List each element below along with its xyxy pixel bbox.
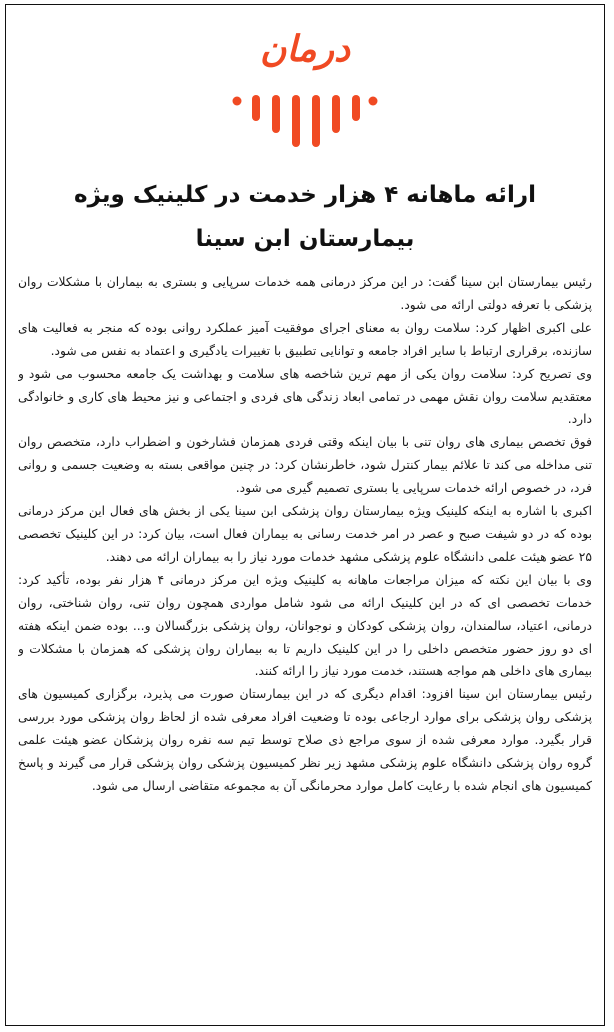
article-paragraph: رئیس بیمارستان ابن سینا افزود: اقدام دیگری که در این بیمارستان صورت می پذیرد، برگزاری کمیسیون های پزشکی روان پزشکی برای موارد ارجاعی بوده تا وضعیت افراد معرفی شده از لحاظ روان پزشکی مورد بررسی قرار بگیرد. موارد معرفی شده از سوی مراجع ذی صلاح توسط تیم سه نفره روان پزشکان عضو هیئت علمی گروه روان پزشکی دانشگاه علوم پزشکی مشهد زیر نظر کمیسیون پزشکی روان پزشکی قرار می گیرند و پاسخ کمیسیون های انجام شده با رعایت کامل موارد محرمانگی آن به مجموعه متقاضی ارسال می شود. [18, 687, 592, 793]
article-title [26, 173, 584, 261]
waveform-logo [6, 91, 604, 155]
article-body [18, 271, 592, 1015]
article-paragraph: اکبری با اشاره به اینکه کلینیک ویژه بیمارستان روان پزشکی ابن سینا یکی از بخش های فعال این مرکز درمانی بوده که در دو شیفت صبح و عصر در امر خدمت رسانی به بیماران فعال است، بیان کرد: در این کلینیک تخصصی ۲۵ عضو هیئت علمی دانشگاه علوم پزشکی مشهد خدمات مورد نیاز را به بیماران ارائه می دهند. [18, 504, 592, 564]
article-paragraph: وی تصریح کرد: سلامت روان یکی از مهم ترین شاخصه های سلامت و بهداشت یک جامعه محسوب می شود و معتقدیم سلامت روان نقش مهمی در تمامی ابعاد زندگی های فردی و اجتماعی و نیز محیط های کاری و خانوادگی دارد. [18, 366, 592, 427]
article-frame [5, 4, 605, 1026]
article-title-line-2: بیمارستان ابن سینا [195, 226, 415, 252]
article-paragraph: رئیس بیمارستان ابن سینا گفت: در این مرکز درمانی همه خدمات سرپایی و بستری به بیماران با مشکلات روان پزشکی با تعرفه دولتی ارائه می شود. [18, 275, 592, 312]
section-label: درمان [259, 29, 351, 70]
article-paragraph: وی با بیان این نکته که میزان مراجعات ماهانه به کلینیک ویژه این مرکز درمانی ۴ هزار نفر بوده، تأکید کرد: خدمات تخصصی ای که در این کلینیک ارائه می شود شامل مواردی همچون روان تنی، روان شناختی، روان درمانی، اعتیاد، سالمندان، روان پزشکی کودکان و نوجوانان، روان پزشکی بزرگسالان و... بوده ضمن اینکه هفته ای دو روز حضور متخصص داخلی را در این کلینیک داریم تا به بیماران روان پزشکی که همزمان با مشکلات و بیماری های داخلی هم مواجه هستند، خدمت مورد نیاز را ارائه کنند. [18, 572, 592, 679]
article-paragraph: علی اکبری اظهار کرد: سلامت روان به معنای اجرای موفقیت آمیز عملکرد روانی بوده که منجر به فعالیت های سازنده، برقراری ارتباط با سایر افراد جامعه و توانایی تطبیق با تغییرات یادگیری و اعتماد به نفس می شود. [18, 320, 592, 358]
article-paragraph: فوق تخصص بیماری های روان تنی با بیان اینکه وقتی فردی همزمان فشارخون و اضطراب دارد، متخصص روان تنی مداخله می کند تا علائم بیمار کنترل شود، خاطرنشان کرد: در چنین مواقعی بسته به وضعیت جسمی و روانی فرد، در خصوص ارائه خدمات سرپایی یا بستری تصمیم گیری می شود. [18, 435, 592, 496]
article-title-line-1: ارائه ماهانه ۴ هزار خدمت در کلینیک ویژه [74, 182, 536, 208]
waveform-icon [230, 91, 380, 155]
